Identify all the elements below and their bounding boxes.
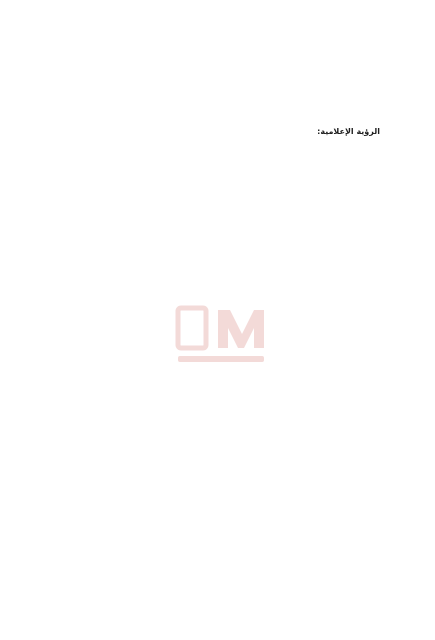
text-line — [58, 542, 380, 553]
body-paragraph-4 — [58, 508, 380, 576]
text-line — [58, 425, 380, 436]
text-line — [58, 146, 380, 157]
text-line — [58, 89, 380, 100]
text-line — [58, 493, 380, 504]
text-line — [58, 448, 380, 459]
text-line — [58, 399, 380, 410]
text-line — [58, 387, 380, 398]
text-column — [58, 66, 380, 576]
text-line — [58, 286, 380, 297]
text-line — [58, 66, 380, 77]
paragraph-gap — [58, 111, 380, 125]
body-paragraph-3 — [58, 425, 380, 504]
text-line — [58, 100, 380, 111]
text-line — [58, 531, 380, 542]
text-line — [58, 308, 380, 319]
body-paragraph-1 — [58, 146, 380, 259]
text-line — [58, 410, 380, 421]
text-line — [58, 297, 380, 308]
text-line — [58, 331, 380, 342]
text-line — [58, 482, 380, 493]
text-line — [58, 459, 380, 470]
text-line — [58, 471, 380, 482]
text-line — [58, 248, 380, 259]
text-line — [58, 77, 380, 88]
text-line — [58, 354, 380, 365]
text-line — [58, 365, 380, 376]
text-line — [58, 274, 380, 285]
text-line — [58, 157, 380, 168]
text-line — [58, 225, 380, 236]
intro-paragraph — [58, 66, 380, 111]
text-line — [58, 554, 380, 565]
text-line — [58, 191, 380, 202]
section-heading: الرؤية الإعلامية: — [317, 127, 380, 137]
text-line — [58, 180, 380, 191]
text-line — [58, 508, 380, 519]
text-line — [58, 263, 380, 274]
text-line — [58, 320, 380, 331]
text-line — [58, 214, 380, 225]
text-line — [58, 437, 380, 448]
text-line — [58, 342, 380, 353]
body-paragraph-2 — [58, 263, 380, 421]
text-line — [58, 169, 380, 180]
text-line — [58, 203, 380, 214]
text-line — [58, 376, 380, 387]
text-line — [58, 237, 380, 248]
text-line — [58, 565, 380, 576]
text-line — [58, 520, 380, 531]
